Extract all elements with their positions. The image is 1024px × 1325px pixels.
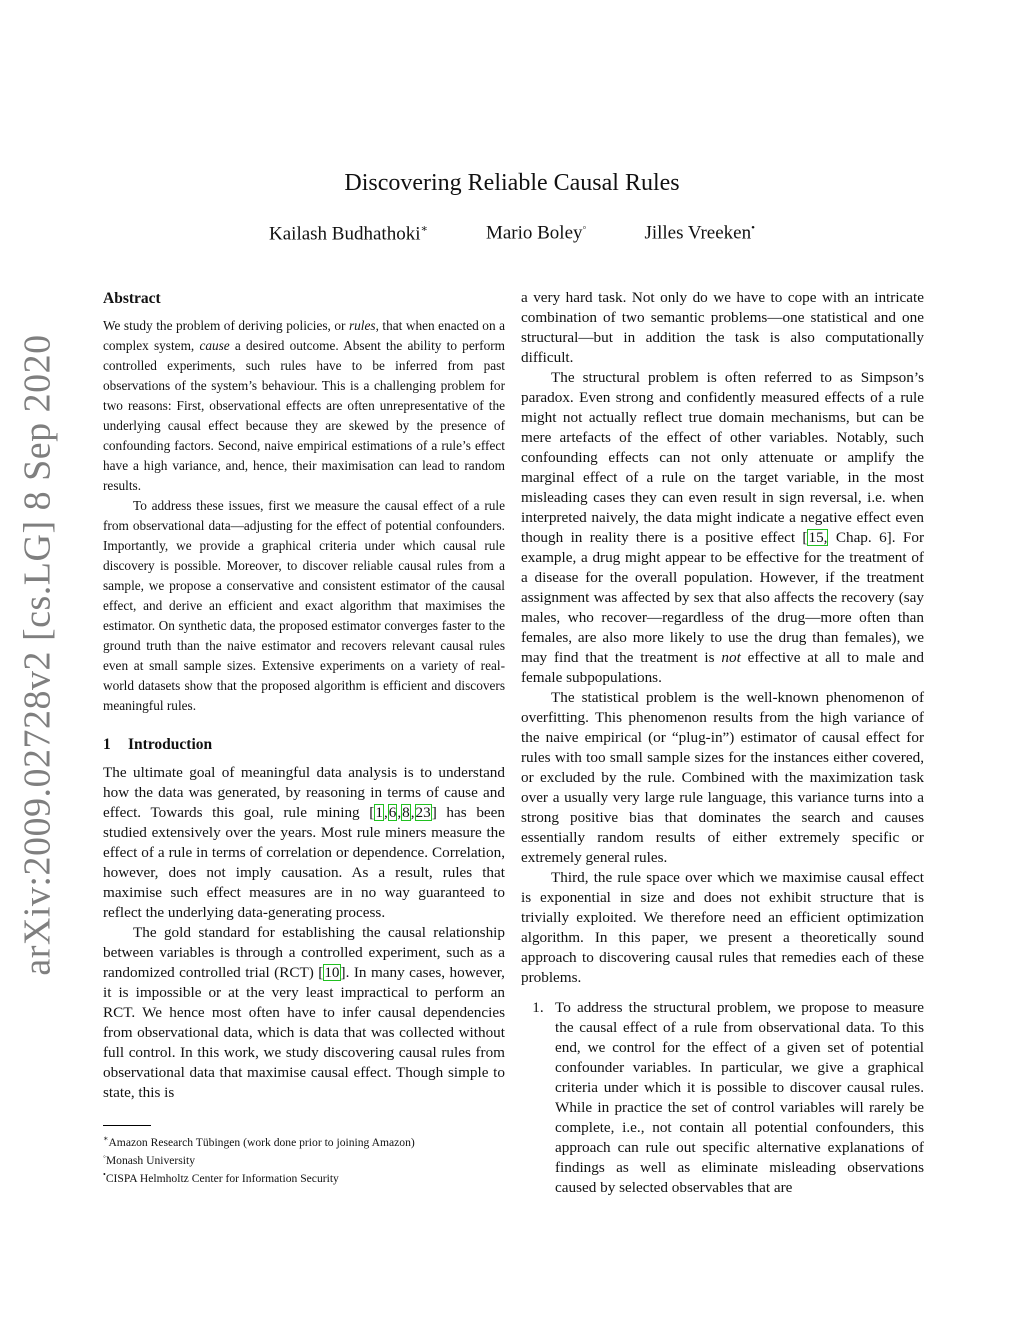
citation-link-8[interactable]: 8: [402, 804, 410, 821]
arxiv-identifier-stamp: [10, 334, 65, 976]
abstract-heading: Abstract: [103, 290, 161, 307]
section-title: Introduction: [128, 736, 213, 753]
author-3: Jilles Vreeken•: [644, 222, 755, 244]
intro-paragraph-2: The gold standard for establishing the causal relationship between variables is through a controlled experiment, such as a randomized controlled trial (RCT) [10]. In many cases, however, it is impossible or at the very least impractical to perform an RCT. We hence most often have to infer causal dependencies from observational data, which is data that was collected without full control. In this work, we study discovering causal rules from observational data that maximise causal effect. Though simple to state, this is: [103, 924, 505, 1101]
right-paragraph-4: Third, the rule space over which we maximise causal effect is exponential in size and does not exhibit structure that is trivially exploited. We therefore need an efficient optimization algorithm. In this paper, we present a theoretically sound approach to discovering causal rules that remedies each of these problems.: [521, 869, 924, 986]
contribution-list: [521, 998, 924, 1198]
footnote-1: ∗Amazon Research Tübingen (work done prior to joining Amazon): [103, 1134, 415, 1149]
footnotes: [103, 1132, 505, 1186]
list-item: [521, 998, 924, 1198]
footnote-3: •CISPA Helmholtz Center for Information Security: [103, 1169, 339, 1185]
abstract-paragraph-2: To address these issues, first we measure the causal effect of a rule from observational data—adjusting for the effect of potential confounders. Importantly, we provide a graphical criteria under which causal rule discovery is possible. Moreover, to discover reliable causal rules from a sample, we propose a conservative and consistent estimator of the causal effect, and derive an efficient and exact algorithm that maximises the estimator. On synthetic data, the proposed estimator converges faster to the ground truth than the naive estimator and recovers relevant causal rules even at small sample sizes. Extensive experiments on a variety of real-world datasets show that the proposed algorithm is efficient and discovers meaningful rules.: [103, 498, 505, 713]
paper-title: Discovering Reliable Causal Rules: [344, 170, 680, 196]
footnote-divider: [103, 1125, 151, 1126]
list-item-text: To address the structural problem, we propose to measure the causal effect of a rule from observational data. To this end, we control for the effect of a given set of potential confounder variables. In particular, we give a graphical criteria under which it is possible to discover causal rules. While in practice the set of control variables will rarely be complete, i.e., not contain all potential confounders, this approach can rule out specific alternative explanations of findings as well as eliminate misleading observations caused by selected observables that are: [555, 999, 924, 1196]
intro-paragraph-1: The ultimate goal of meaningful data analysis is to understand how the data was generated, by reasoning in terms of cause and effect. Towards this goal, rule mining [1,6,8,23] has been studied extensively over the years. Most rule miners measure the effect of a rule in terms of correlation or dependence. Correlation, however, does not imply causation. As a result, rules that maximise such effect measures are in no way guaranteed to reflect the underlying data-generating process.: [103, 764, 505, 921]
left-column: [103, 288, 505, 1186]
citation-link-23[interactable]: 23: [415, 804, 431, 821]
citation-link-1[interactable]: 1: [375, 804, 383, 821]
section-number: 1: [103, 736, 111, 753]
footnote-2: ◦Monash University: [103, 1151, 196, 1167]
list-item-marker: 1.: [532, 999, 544, 1016]
author-1: Kailash Budhathoki∗: [269, 223, 428, 245]
introduction-body: [103, 763, 505, 1103]
arxiv-id-text: arXiv:2009.02728v2 [cs.LG] 8 Sep 2020: [16, 334, 59, 976]
author-3-mark: •: [751, 222, 755, 234]
section-heading-introduction: [103, 736, 505, 754]
right-column: [521, 288, 924, 1198]
right-paragraph-1: a very hard task. Not only do we have to cope with an intricate combination of two semantic problems—one statistical and one structural—but in addition the task is also computationally difficult.: [521, 289, 924, 366]
author-2: Mario Boley◦: [485, 222, 587, 244]
abstract-paragraph-1: We study the problem of deriving policies, or rules, that when enacted on a complex system, cause a desired outcome. Absent the ability to perform controlled experiments, such rules have to be inferred from past observations of the system’s behaviour. This is a challenging problem for two reasons: First, observational effects are often unrepresentative of the underlying causal effect because they are skewed by the presence of confounding factors. Second, naive empirical estimations of a rule’s effect have a high variance, and, hence, their maximisation can lead to random results.: [103, 318, 506, 493]
abstract-section: [103, 290, 505, 716]
citation-link-6[interactable]: 6: [388, 804, 397, 821]
author-list: [0, 222, 1024, 245]
citation-link-10[interactable]: 10: [324, 964, 340, 981]
author-2-mark: ◦: [582, 222, 587, 234]
author-1-mark: ∗: [420, 223, 428, 235]
right-paragraph-3: The statistical problem is the well-known phenomenon of overfitting. This phenomenon results from the high variance of the naive empirical (or “plug-in”) estimator of causal effect for rules with too small sample sizes for the instances either covered, or excluded by the rule. Combined with the maximization task over a usually very large rule language, this variance turns into a strong positive bias that dominates the search and causes essentially random results of either extremely specific or extremely general rules.: [521, 689, 924, 866]
citation-link-15[interactable]: 15,: [808, 529, 828, 546]
right-paragraph-2: The structural problem is often referred to as Simpson’s paradox. Even strong and confidently measured effects of a rule might not actually reflect true domain mechanisms, but can be mere artefacts of the effect of other variables. Notably, such confounding effects can not only attenuate or amplify the marginal effect of a rule on the target variable, in the most misleading cases they can even result in sign reversal, i.e. when interpreted naively, the data might indicate a negative effect even though in reality there is a positive effect [15, Chap. 6]. For example, a drug might appear to be effective for the treatment of a disease for the overall population. However, if the treatment assignment was affected by sex that also affects the recovery (say males, who recover—regardless of the drug—more often than females, are also more likely to use the drug than females), we may find that the treatment is not effective at all to male and female subpopulations.: [521, 369, 925, 686]
